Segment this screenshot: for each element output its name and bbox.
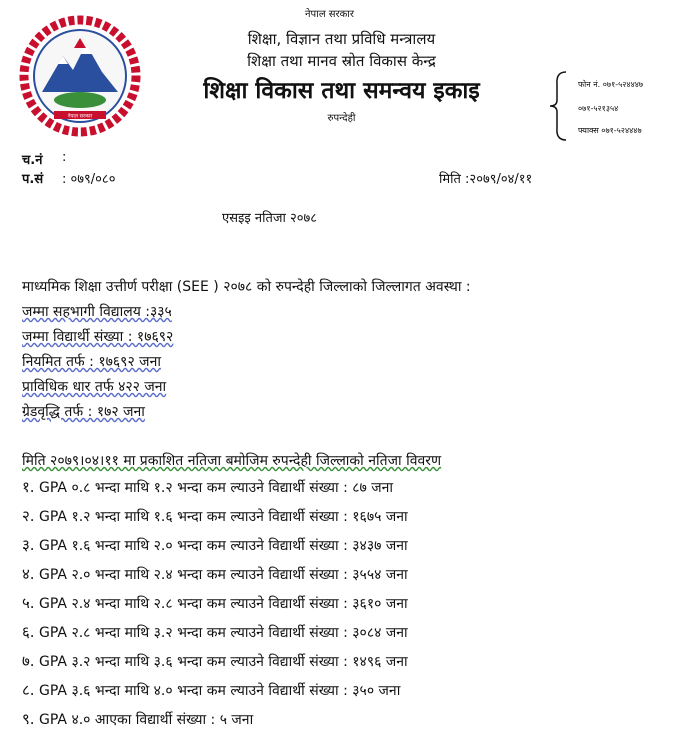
summary-grade-improvement: ग्रेडवृद्धि तर्फ : १७२ जना bbox=[22, 404, 145, 420]
summary-intro: माध्यमिक शिक्षा उत्तीर्ण परीक्षा (SEE ) २०७८ को रुपन्देही जिल्लाको जिल्लागत अवस्था : bbox=[22, 279, 471, 295]
summary-technical: प्राविधिक धार तर्फ ४२२ जना bbox=[22, 379, 167, 395]
result-item: १. GPA ०.८ भन्दा माथि १.२ भन्दा कम ल्याउने विद्यार्थी संख्या : ८७ जना bbox=[22, 478, 394, 496]
summary-schools: जम्मा सहभागी विद्यालय :३३५ bbox=[22, 304, 172, 320]
result-item: ९. GPA ४.० आएका विद्यार्थी संख्या : ५ जना bbox=[22, 710, 254, 728]
result-item: ३. GPA १.६ भन्दा माथि २.० भन्दा कम ल्याउने विद्यार्थी संख्या : ३४३७ जना bbox=[22, 536, 408, 554]
document-title: एसइइ नतिजा २०७८ bbox=[222, 211, 318, 226]
ministry-name: शिक्षा, विज्ञान तथा प्रविधि मन्त्रालय bbox=[247, 30, 436, 48]
phone-number-2: ०७१-५२१३५४ bbox=[578, 104, 619, 113]
government-label: नेपाल सरकार bbox=[305, 9, 354, 20]
phone-number: फोन नं. ०७१-५२४४४७ bbox=[578, 80, 644, 89]
center-name: शिक्षा तथा मानव स्रोत विकास केन्द्र bbox=[247, 52, 436, 70]
unit-name: शिक्षा विकास तथा समन्वय इकाइ bbox=[203, 78, 480, 104]
location-name: रुपन्देही bbox=[327, 113, 356, 124]
cha-number-value: : bbox=[62, 150, 67, 165]
result-item: ७. GPA ३.२ भन्दा माथि ३.६ भन्दा कम ल्याउने विद्यार्थी संख्या : १४९६ जना bbox=[22, 652, 408, 670]
result-item: २. GPA १.२ भन्दा माथि १.६ भन्दा कम ल्याउने विद्यार्थी संख्या : १६७५ जना bbox=[22, 507, 408, 525]
summary-students: जम्मा विद्यार्थी संख्या : १७६९२ bbox=[22, 329, 174, 345]
document-date: मिति :२०७९/०४/११ bbox=[439, 172, 533, 187]
result-item: ५. GPA २.४ भन्दा माथि २.८ भन्दा कम ल्याउने विद्यार्थी संख्या : ३६१० जना bbox=[22, 594, 408, 612]
cha-number-label: च.नं bbox=[22, 153, 43, 168]
contact-brace bbox=[548, 70, 570, 142]
result-item: ४. GPA २.० भन्दा माथि २.४ भन्दा कम ल्याउने विद्यार्थी संख्या : ३५५४ जना bbox=[22, 565, 408, 583]
svg-text:नेपाल सरकार: नेपाल सरकार bbox=[67, 113, 93, 120]
patra-sankhya-label: प.सं bbox=[22, 172, 44, 187]
fax-number: फ्याक्स ०७१-५२४४४७ bbox=[578, 126, 642, 135]
patra-sankhya-value: : ०७९/०८० bbox=[62, 172, 116, 187]
result-item: ६. GPA २.८ भन्दा माथि ३.२ भन्दा कम ल्याउने विद्यार्थी संख्या : ३०८४ जना bbox=[22, 623, 408, 641]
results-intro: मिति २०७९।०४।११ मा प्रकाशित नतिजा बमोजिम रुपन्देही जिल्लाको नतिजा विवरण bbox=[22, 453, 442, 469]
summary-regular: नियमित तर्फ : १७६९२ जना bbox=[22, 354, 161, 370]
result-item: ८. GPA ३.६ भन्दा माथि ४.० भन्दा कम ल्याउने विद्यार्थी संख्या : ३५० जना bbox=[22, 681, 401, 699]
